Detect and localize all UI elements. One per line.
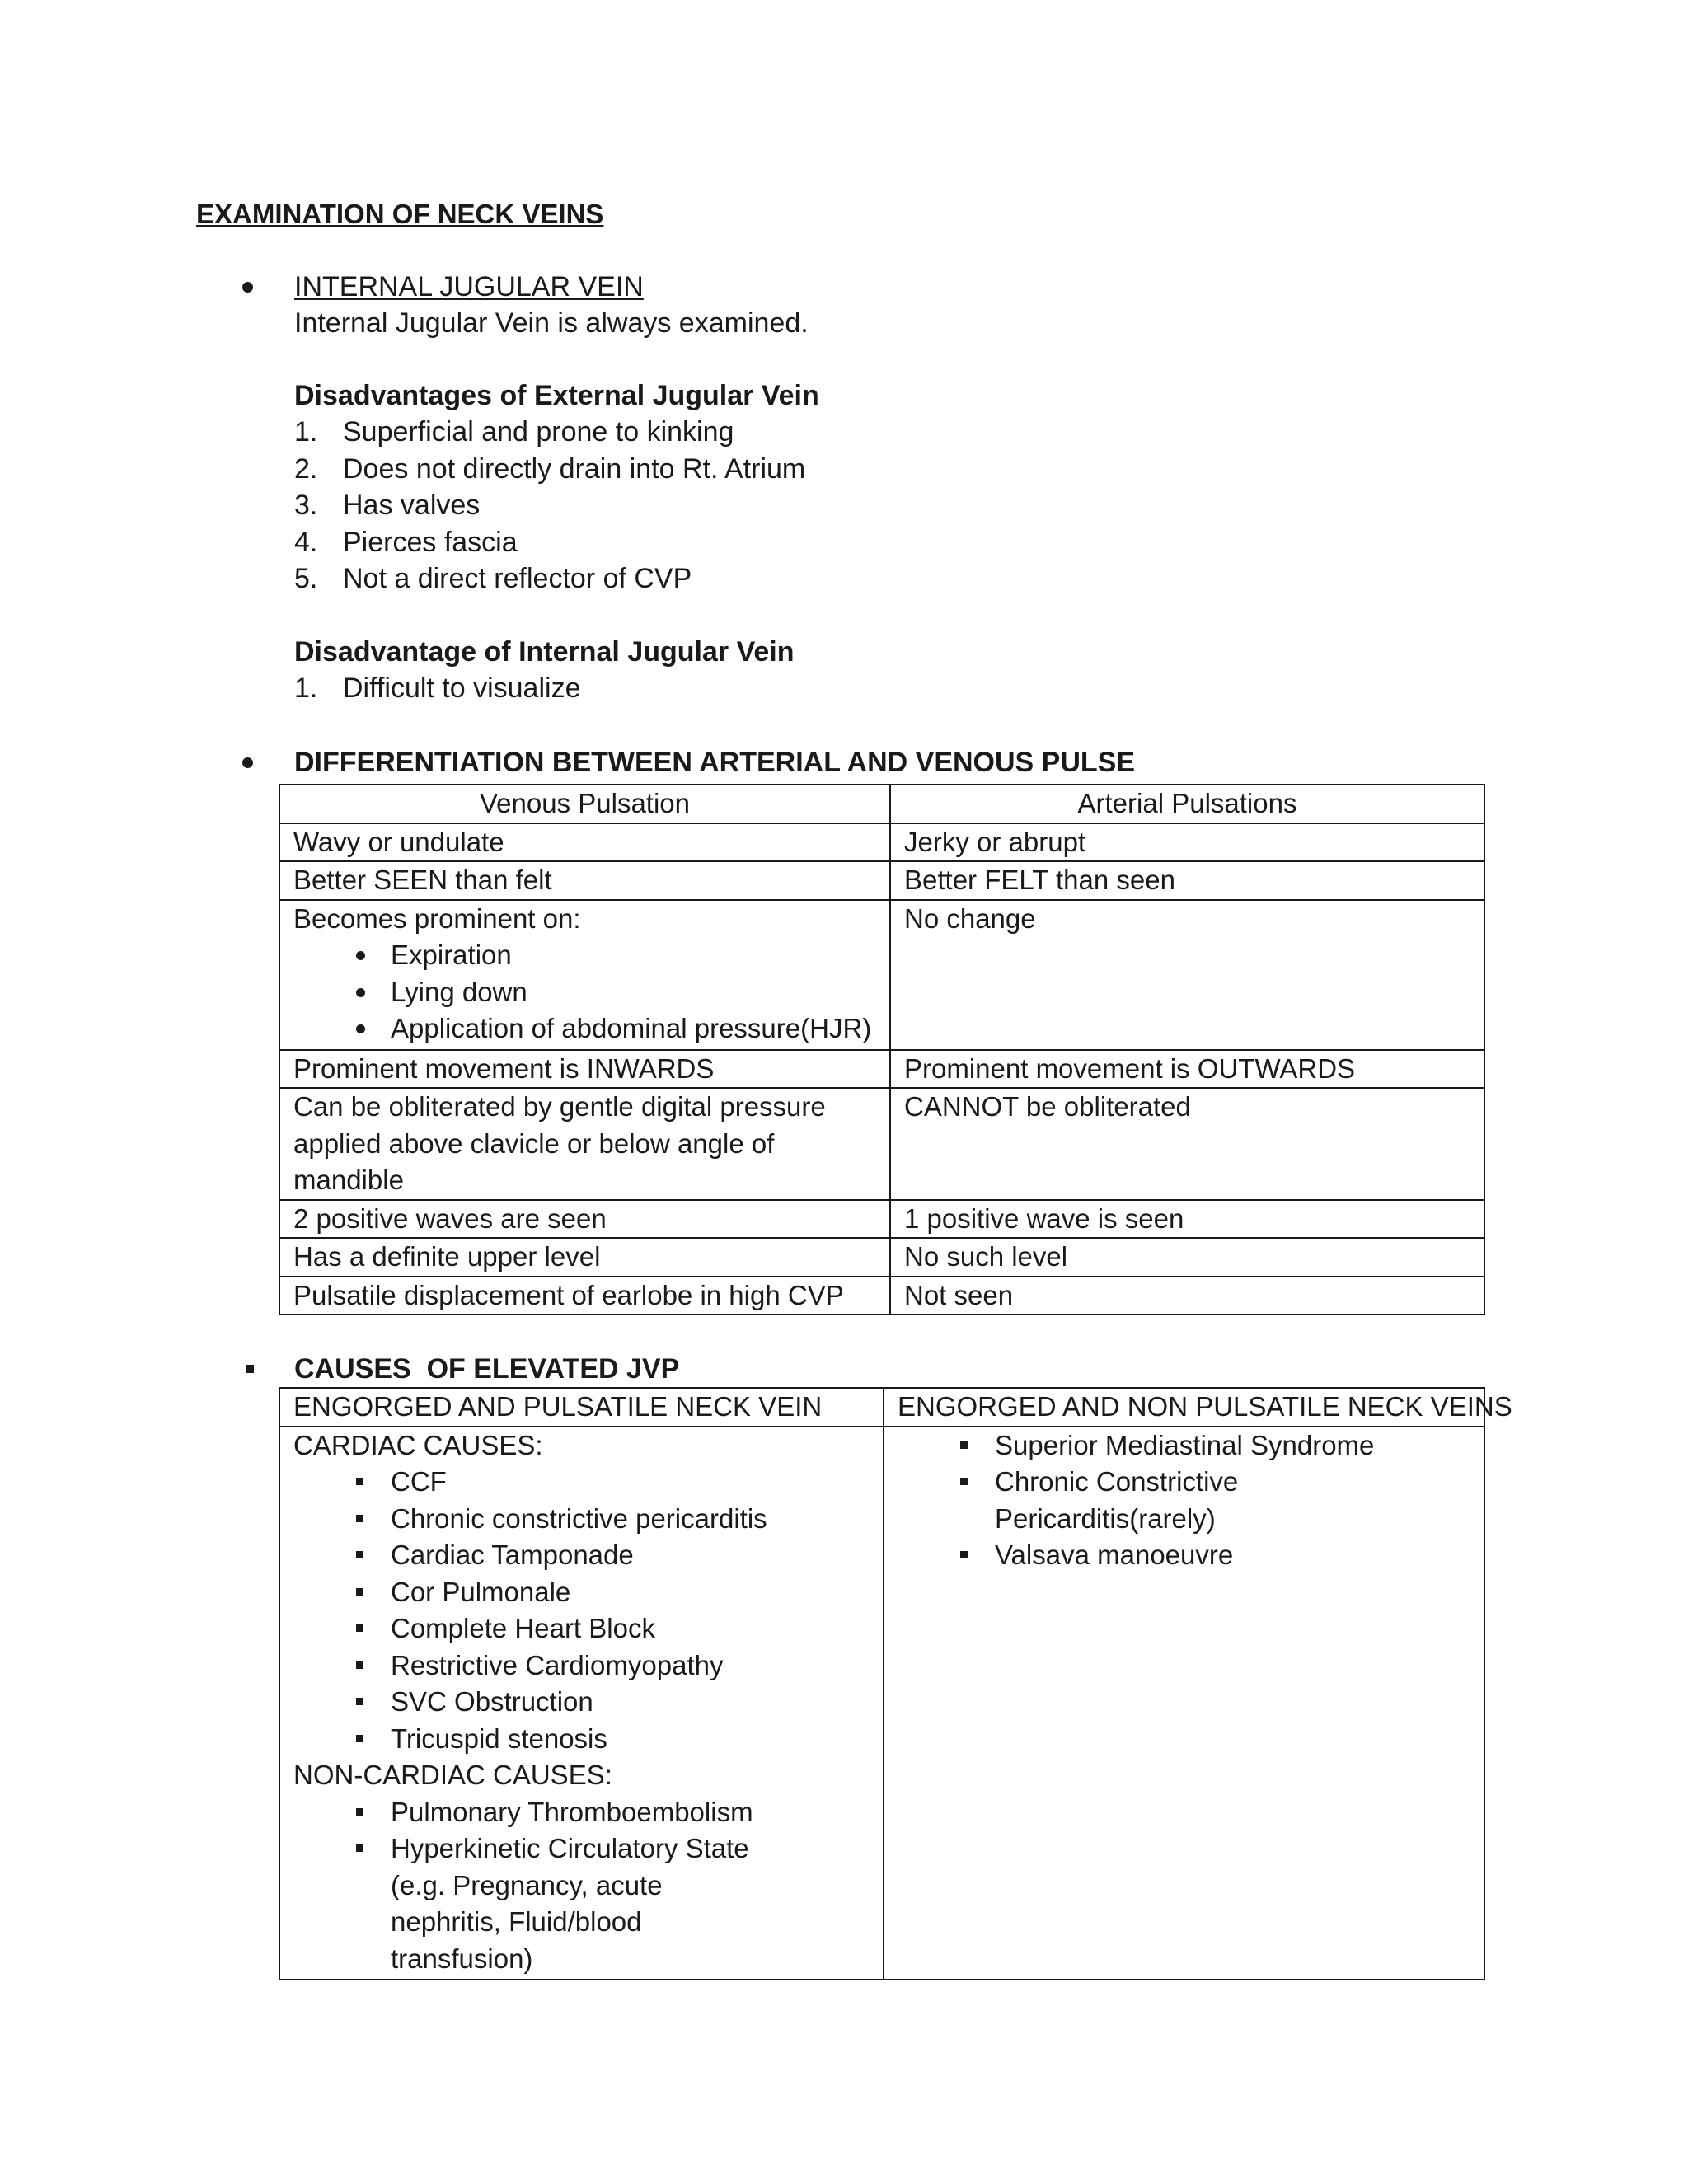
- bullet-square-icon: [960, 1441, 968, 1449]
- list-item: [898, 1464, 1470, 1537]
- diff-heading: DIFFERENTIATION BETWEEN ARTERIAL AND VENOUS PULSE: [294, 747, 1136, 778]
- table-cell: Wavy or undulate: [279, 823, 890, 862]
- list-number: 3.: [294, 490, 318, 521]
- list-text: Pierces fascia: [343, 526, 518, 558]
- causes-heading: CAUSES OF ELEVATED JVP: [294, 1353, 680, 1385]
- list-text: SVC Obstruction: [391, 1686, 593, 1717]
- bullet-square-icon: [246, 1365, 254, 1373]
- list-item: [293, 1464, 870, 1501]
- table-cell: 1 positive wave is seen: [890, 1200, 1484, 1239]
- bullet-dot-icon: [356, 988, 365, 997]
- list-item: [293, 1574, 870, 1611]
- list-text: Chronic constrictive pericarditis: [391, 1502, 767, 1534]
- table-cell: [279, 1427, 884, 1980]
- list-number: 4.: [294, 526, 318, 558]
- list-item: [293, 1501, 870, 1538]
- table-row: [279, 1238, 1484, 1277]
- list-item: [293, 974, 876, 1011]
- list-text: Not a direct reflector of CVP: [343, 563, 692, 594]
- list-item: [293, 1647, 870, 1685]
- ijv-disadvantage-heading: Disadvantage of Internal Jugular Vein: [294, 636, 795, 668]
- list-text: Expiration: [391, 940, 512, 970]
- table-cell: Jerky or abrupt: [890, 823, 1484, 862]
- table-header-row: [279, 1388, 1484, 1427]
- table-cell: Better FELT than seen: [890, 861, 1484, 900]
- bullet-square-icon: [356, 1844, 363, 1852]
- non-cardiac-causes-list: [293, 1794, 870, 1978]
- list-text: Difficult to visualize: [343, 673, 581, 704]
- bullet-dot-icon: [356, 951, 365, 960]
- table-cell: Can be obliterated by gentle digital pressure applied above clavicle or below angle of mandible: [279, 1088, 890, 1200]
- non-cardiac-causes-label: NON-CARDIAC CAUSES:: [293, 1760, 612, 1790]
- list-item: [898, 1427, 1470, 1465]
- page-title: EXAMINATION OF NECK VEINS: [196, 199, 604, 229]
- list-text: Superior Mediastinal Syndrome: [995, 1429, 1375, 1460]
- ejv-disadvantages-heading: Disadvantages of External Jugular Vein: [294, 380, 819, 411]
- column-header: Venous Pulsation: [279, 785, 890, 823]
- list-text: Does not directly drain into Rt. Atrium: [343, 452, 806, 485]
- table-row: [279, 1277, 1484, 1315]
- bullet-dot-icon: [356, 1024, 365, 1033]
- bullet-square-icon: [356, 1698, 363, 1705]
- list-text: Application of abdominal pressure(HJR): [391, 1013, 872, 1043]
- table-cell: Not seen: [890, 1277, 1484, 1315]
- bullet-square-icon: [960, 1551, 968, 1558]
- cardiac-causes-label: CARDIAC CAUSES:: [293, 1429, 543, 1460]
- table-cell: [884, 1427, 1484, 1980]
- table-cell: Has a definite upper level: [279, 1238, 890, 1277]
- list-item: [293, 1610, 870, 1647]
- bullet-square-icon: [356, 1515, 363, 1522]
- table-header-row: [279, 785, 1484, 823]
- table-cell: No change: [890, 900, 1484, 1050]
- list-item: [293, 1721, 870, 1758]
- list-text: Lying down: [391, 976, 528, 1007]
- bullet-square-icon: [356, 1551, 363, 1558]
- list-number: 2.: [294, 452, 318, 485]
- list-number: 1.: [294, 673, 318, 704]
- table-row: [279, 1200, 1484, 1239]
- table-cell: Prominent movement is OUTWARDS: [890, 1050, 1484, 1089]
- table-row: [279, 1427, 1484, 1980]
- table-cell: CANNOT be obliterated: [890, 1088, 1484, 1200]
- list-item: [293, 1537, 870, 1574]
- list-number: 1.: [294, 416, 318, 448]
- list-text: Hyperkinetic Circulatory State (e.g. Pregnancy, acute nephritis, Fluid/blood transfusion): [391, 1833, 749, 1974]
- list-text: Pulmonary Thromboembolism: [391, 1796, 753, 1827]
- list-item: [293, 1794, 870, 1831]
- bullet-square-icon: [960, 1478, 968, 1485]
- causes-section: [196, 1351, 1531, 1392]
- list-item: [293, 1830, 870, 1977]
- list-number: 5.: [294, 563, 318, 594]
- list-item: [293, 1010, 876, 1047]
- table-cell: Better SEEN than felt: [279, 861, 890, 900]
- column-header: ENGORGED AND PULSATILE NECK VEIN: [279, 1388, 884, 1427]
- pulse-difference-table: [279, 784, 1485, 1315]
- list-text: Has valves: [343, 490, 481, 521]
- ijv-sentence: Internal Jugular Vein is always examined.: [294, 307, 809, 339]
- table-row: [279, 900, 1484, 1050]
- table-row: [279, 823, 1484, 862]
- list-text: CCF: [391, 1466, 447, 1497]
- list-text: Restrictive Cardiomyopathy: [391, 1649, 724, 1680]
- inner-list: [293, 937, 876, 1047]
- bullet-dot-icon: [242, 757, 253, 768]
- column-header: ENGORGED AND NON PULSATILE NECK VEINS: [884, 1388, 1484, 1427]
- list-text: Complete Heart Block: [391, 1613, 655, 1643]
- table-row: [279, 1088, 1484, 1200]
- cell-text: Becomes prominent on:: [293, 902, 581, 934]
- list-text: Valsava manoeuvre: [995, 1540, 1234, 1570]
- bullet-square-icon: [356, 1478, 363, 1485]
- table-row: [279, 1050, 1484, 1089]
- table-cell: Prominent movement is INWARDS: [279, 1050, 890, 1089]
- list-text: Chronic Constrictive Pericarditis(rarely): [995, 1466, 1239, 1534]
- non-pulsatile-list: [898, 1427, 1470, 1574]
- bullet-square-icon: [356, 1661, 363, 1669]
- bullet-square-icon: [356, 1735, 363, 1742]
- list-text: Cor Pulmonale: [391, 1576, 571, 1607]
- bullet-square-icon: [356, 1588, 363, 1596]
- table-row: [279, 861, 1484, 900]
- bullet-square-icon: [356, 1624, 363, 1632]
- list-item: [293, 1684, 870, 1721]
- list-text: Superficial and prone to kinking: [343, 416, 734, 448]
- list-text: Cardiac Tamponade: [391, 1540, 634, 1570]
- table-cell: No such level: [890, 1238, 1484, 1277]
- table-cell: Pulsatile displacement of earlobe in high CVP: [279, 1277, 890, 1315]
- list-item: [293, 937, 876, 974]
- column-header: Arterial Pulsations: [890, 785, 1484, 823]
- table-cell: [279, 900, 890, 1050]
- list-text: Tricuspid stenosis: [391, 1722, 607, 1754]
- bullet-square-icon: [356, 1808, 363, 1816]
- table-cell: 2 positive waves are seen: [279, 1200, 890, 1239]
- ijv-heading: INTERNAL JUGULAR VEIN: [294, 271, 644, 302]
- list-item: [898, 1537, 1470, 1574]
- bullet-dot-icon: [242, 282, 253, 293]
- causes-table: [279, 1387, 1512, 1980]
- cardiac-causes-list: [293, 1464, 870, 1757]
